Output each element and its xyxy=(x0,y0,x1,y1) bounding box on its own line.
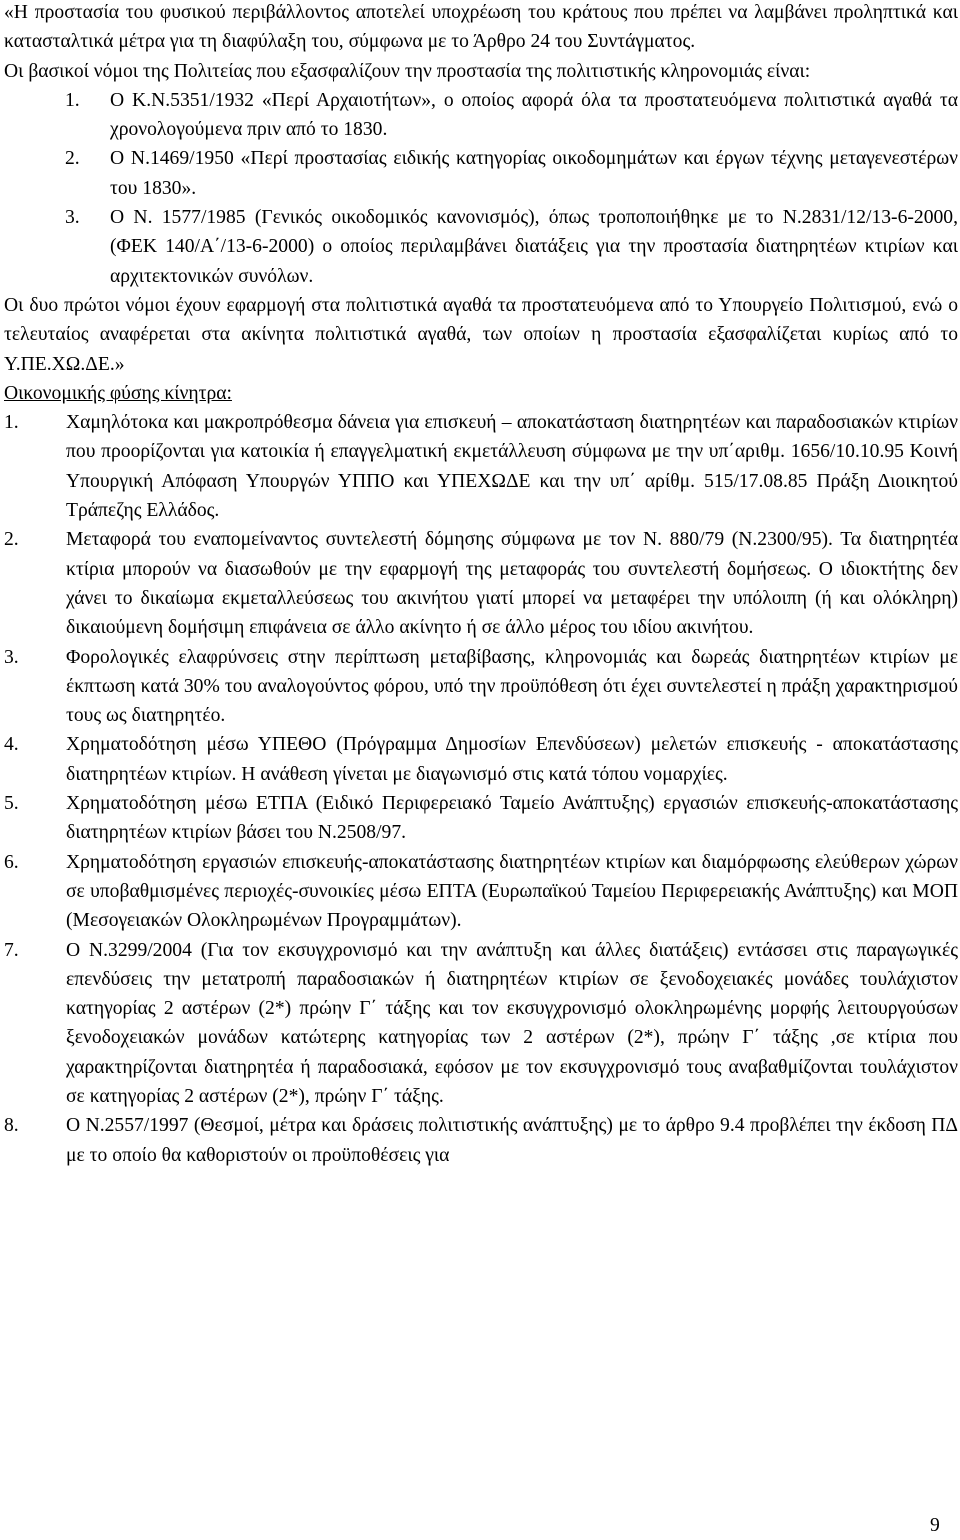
law-number: 1. xyxy=(65,89,80,111)
incentive-text: Χαμηλότοκα και μακροπρόθεσμα δάνεια για επισκευή – αποκατάσταση διατηρητέων και παραδοσιακών κτιρίων που προορίζονται για κατοικία ή επαγγελματική εκμετάλλευση σύμφωνα με την υπ΄αριθμ. 1656/10.10.95 Κοινή Υπουργική Απόφαση Υπουργών ΥΠΠΟ και ΥΠΕΧΩΔΕ και την υπ΄ αρίθμ. 515/17.08.85 Πράξη Διοικητού Τράπεζης Ελλάδος. xyxy=(66,412,958,522)
incentive-item xyxy=(4,408,958,525)
incentives-heading: Οικονομικής φύσης κίνητρα: xyxy=(4,382,232,404)
incentive-text: Ο Ν.3299/2004 (Για τον εκσυγχρονισμό και την ανάπτυξη και άλλες διατάξεις) εντάσσει στις παραγωγικές επενδύσεις την μετατροπή παραδοσιακών ή διατηρητέων κτιρίων σε ξενοδοχειακές μονάδες τουλάχιστον κατηγορίας 2 αστέρων (2*) πρώην Γ΄ τάξης και τον εκσυγχρονισμό ολοκληρωμένης μορφής λειτουργούσων ξενοδοχειακών μονάδων κατώτερης κατηγορίας των 2 αστέρων (2*), πρώην Γ΄ τάξης ,σε κτίρια που χαρακτηρίζονται διατηρητέα ή παραδοσιακά, εφόσον με τον εκσυγχρονισμό τους αναβαθμίζονται τουλάχιστον σε κατηγορίας 2 αστέρων (2*), πρώην Γ΄ τάξης. xyxy=(66,939,958,1107)
incentive-number: 3. xyxy=(4,646,19,668)
incentive-item xyxy=(4,936,958,1112)
incentive-item xyxy=(4,643,958,731)
intro-quote: «Η προστασία του φυσικού περιβάλλοντος αποτελεί υποχρέωση του κράτους που πρέπει να λαμβάνει προληπτικά και κατασταλτικά μέτρα για τη διαφύλαξη του, σύμφωνα με το Άρθρο 24 του Συντάγματος. xyxy=(4,2,958,53)
incentive-text: Φορολογικές ελαφρύνσεις στην περίπτωση μεταβίβασης, κληρονομιάς και δωρεάς διατηρητέων κτιρίων με έκπτωση κατά 30% του αναλογούντος φόρου, υπό την προϋπόθεση ότι έχει συντελεστεί η πράξη χαρακτηρισμού τους ως διατηρητέο. xyxy=(66,646,958,727)
incentive-number: 7. xyxy=(4,939,19,961)
incentive-item xyxy=(4,730,958,789)
law-number: 2. xyxy=(65,148,80,170)
incentive-item xyxy=(4,848,958,936)
incentive-number: 8. xyxy=(4,1115,19,1137)
incentives-list xyxy=(4,408,958,1170)
incentive-number: 5. xyxy=(4,793,19,815)
law-item xyxy=(4,203,958,291)
laws-list xyxy=(4,86,958,291)
incentive-text: Χρηματοδότηση μέσω ΕΤΠΑ (Ειδικό Περιφερειακό Ταμείο Ανάπτυξης) εργασιών επισκευής-αποκατάστασης διατηρητέων κτιρίων βάσει του Ν.2508/97. xyxy=(66,793,958,844)
page-number: 9 xyxy=(930,1515,940,1536)
incentive-text: Μεταφορά του εναπομείναντος συντελεστή δόμησης σύμφωνα με τον Ν. 880/79 (Ν.2300/95). Τα διατηρητέα κτίρια μπορούν να διασωθούν με την εφαρμογή της μεταφοράς του συντελεστή δομήσεως. Ο ιδιοκτήτης δεν χάνει το δικαίωμα εκμεταλλεύσεως του ακινήτου γιατί μπορεί να μεταφέρει την υπόλοιπη (ή και ολόκληρη) δικαιούμενη δομήσιμη επιφάνεια σε άλλο ακίνητο ή σε άλλο μέρος του ιδίου ακινήτου. xyxy=(66,529,958,639)
law-text: Ο Ν. 1577/1985 (Γενικός οικοδομικός κανονισμός), όπως τροποποιήθηκε με το Ν.2831/12/13-6-2000, (ΦΕΚ 140/Α΄/13-6-2000) ο οποίος περιλαμβάνει διατάξεις για την προστασία διατηρητέων κτιρίων και αρχιτεκτονικών συνόλων. xyxy=(110,207,958,287)
incentive-text: Χρηματοδότηση εργασιών επισκευής-αποκατάστασης διατηρητέων κτιρίων και διαμόρφωσης ελεύθερων χώρων σε υποβαθμισμένες περιοχές-συνοικίες μέσω ΕΠΤΑ (Ευρωπαϊκού Ταμείου Περιφερειακής Ανάπτυξης) και ΜΟΠ (Μεσογειακών Ολοκληρωμένων Προγραμμάτων). xyxy=(66,851,958,932)
incentive-text: Χρηματοδότηση μέσω ΥΠΕΘΟ (Πρόγραμμα Δημοσίων Επενδύσεων) μελετών επισκευής - αποκατάστασης διατηρητέων κτιρίων. Η ανάθεση γίνεται με διαγωνισμό στις κατά τόπου νομαρχίες. xyxy=(66,734,958,785)
law-item xyxy=(4,86,958,145)
incentive-item xyxy=(4,1111,958,1170)
laws-intro: Οι βασικοί νόμοι της Πολιτείας που εξασφαλίζουν την προστασία της πολιτιστικής κληρονομιάς είναι: xyxy=(4,60,811,82)
incentive-number: 6. xyxy=(4,851,19,873)
incentive-item xyxy=(4,525,958,642)
law-item xyxy=(4,144,958,203)
incentive-item xyxy=(4,789,958,848)
law-number: 3. xyxy=(65,207,80,229)
incentive-number: 2. xyxy=(4,529,19,551)
document-page xyxy=(4,0,958,1170)
incentive-number: 1. xyxy=(4,412,19,434)
laws-note: Οι δυο πρώτοι νόμοι έχουν εφαρμογή στα πολιτιστικά αγαθά τα προστατευόμενα από το Υπουργείο Πολιτισμού, ενώ ο τελευταίος αναφέρεται στα ακίνητα πολιτιστικά αγαθά, των οποίων η προστασία εξασφαλίζεται κυρίως από το Υ.ΠΕ.ΧΩ.ΔΕ.» xyxy=(4,294,958,375)
law-text: Ο Ν.1469/1950 «Περί προστασίας ειδικής κατηγορίας οικοδομημάτων και έργων τέχνης μεταγενεστέρων του 1830». xyxy=(110,148,958,199)
incentive-text: Ο Ν.2557/1997 (Θεσμοί, μέτρα και δράσεις πολιτιστικής ανάπτυξης) με το άρθρο 9.4 προβλέπει την έκδοση ΠΔ με το οποίο θα καθοριστούν οι προϋποθέσεις για xyxy=(66,1115,958,1166)
law-text: Ο Κ.Ν.5351/1932 «Περί Αρχαιοτήτων», ο οποίος αφορά όλα τα προστατευόμενα πολιτιστικά αγαθά τα χρονολογούμενα πριν από το 1830. xyxy=(110,89,958,141)
incentive-number: 4. xyxy=(4,734,19,756)
